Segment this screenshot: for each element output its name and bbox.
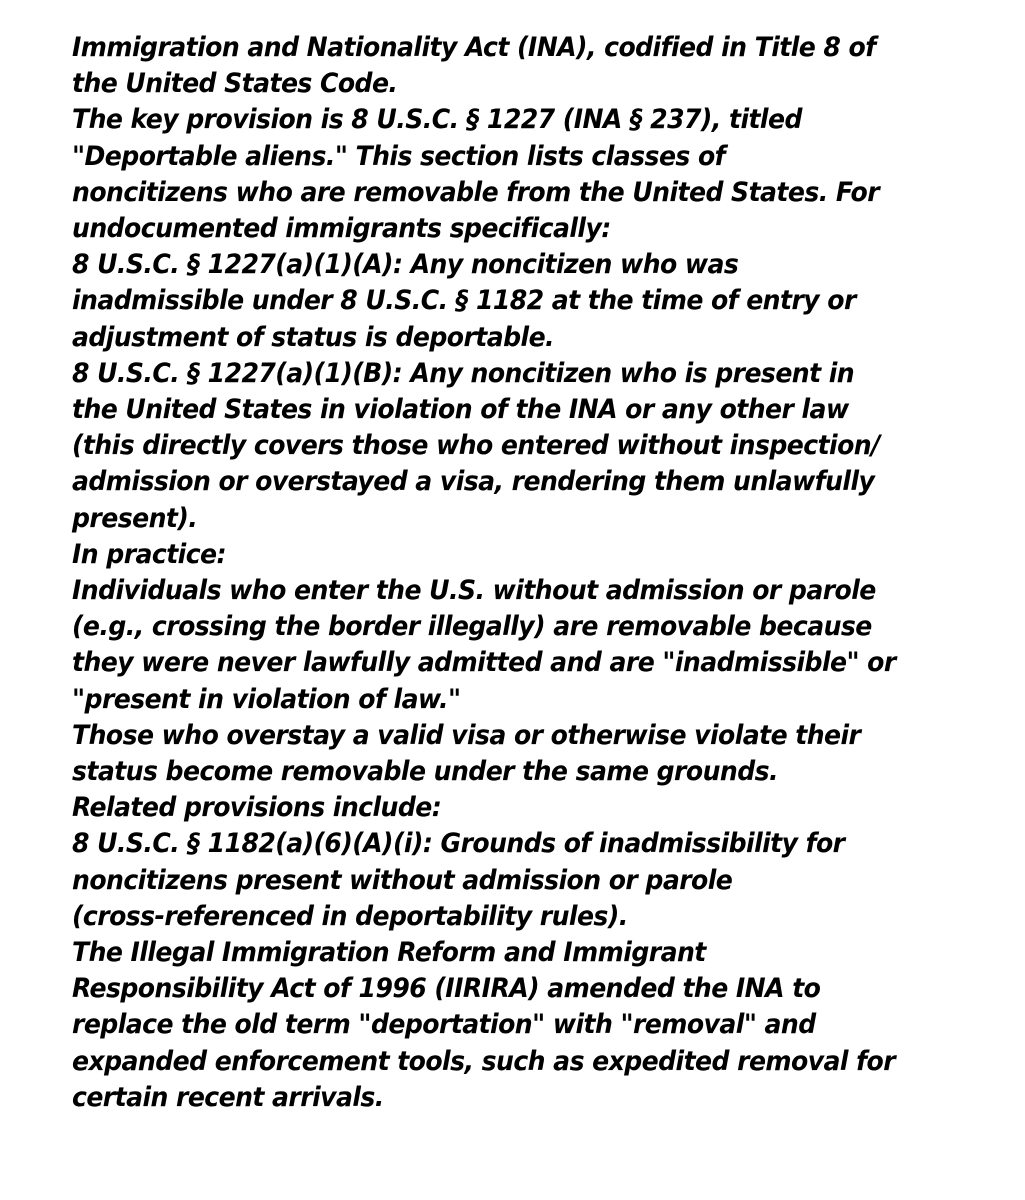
text-line: noncitizens present without admission or parole <box>72 864 733 896</box>
text-line: Responsibility Act of 1996 (IIRIRA) amended the INA to <box>72 973 821 1005</box>
text-line: The key provision is 8 U.S.C. § 1227 (INA § 237), titled <box>72 104 802 136</box>
text-line: status become removable under the same grounds. <box>72 756 778 788</box>
text-line: 8 U.S.C. § 1227(a)(1)(A): Any noncitizen who was <box>72 249 739 281</box>
text-line: (this directly covers those who entered without inspection/ <box>72 430 880 462</box>
text-line: (e.g., crossing the border illegally) are removable because <box>72 611 872 643</box>
text-line: "present in violation of law." <box>72 683 461 715</box>
text-line: adjustment of status is deportable. <box>72 321 555 353</box>
text-line: In practice: <box>72 538 227 570</box>
text-line: undocumented immigrants specifically: <box>72 213 611 245</box>
text-line: present). <box>72 502 198 534</box>
text-line: The Illegal Immigration Reform and Immigrant <box>72 937 706 969</box>
text-line: "Deportable aliens." This section lists classes of <box>72 140 726 172</box>
text-line: the United States Code. <box>72 68 398 100</box>
text-line: 8 U.S.C. § 1227(a)(1)(B): Any noncitizen who is present in <box>72 357 855 389</box>
text-line: replace the old term "deportation" with "removal" and <box>72 1009 816 1041</box>
text-line: expanded enforcement tools, such as expedited removal for <box>72 1045 896 1077</box>
text-line: (cross-referenced in deportability rules). <box>72 900 628 932</box>
text-line: Those who overstay a valid visa or otherwise violate their <box>72 719 861 751</box>
text-line: Related provisions include: <box>72 792 442 824</box>
text-line: 8 U.S.C. § 1182(a)(6)(A)(i): Grounds of inadmissibility for <box>72 828 845 860</box>
text-line: the United States in violation of the INA or any other law <box>72 394 849 426</box>
text-line: noncitizens who are removable from the United States. For <box>72 176 880 208</box>
document-body <box>72 30 972 1116</box>
text-line: Individuals who enter the U.S. without admission or parole <box>72 575 876 607</box>
text-line: admission or overstayed a visa, rendering them unlawfully <box>72 466 875 498</box>
text-line: certain recent arrivals. <box>72 1081 384 1113</box>
text-line: Immigration and Nationality Act (INA), codified in Title 8 of <box>72 32 876 63</box>
text-line: inadmissible under 8 U.S.C. § 1182 at the time of entry or <box>72 285 856 317</box>
text-line: they were never lawfully admitted and are "inadmissible" or <box>72 647 896 679</box>
